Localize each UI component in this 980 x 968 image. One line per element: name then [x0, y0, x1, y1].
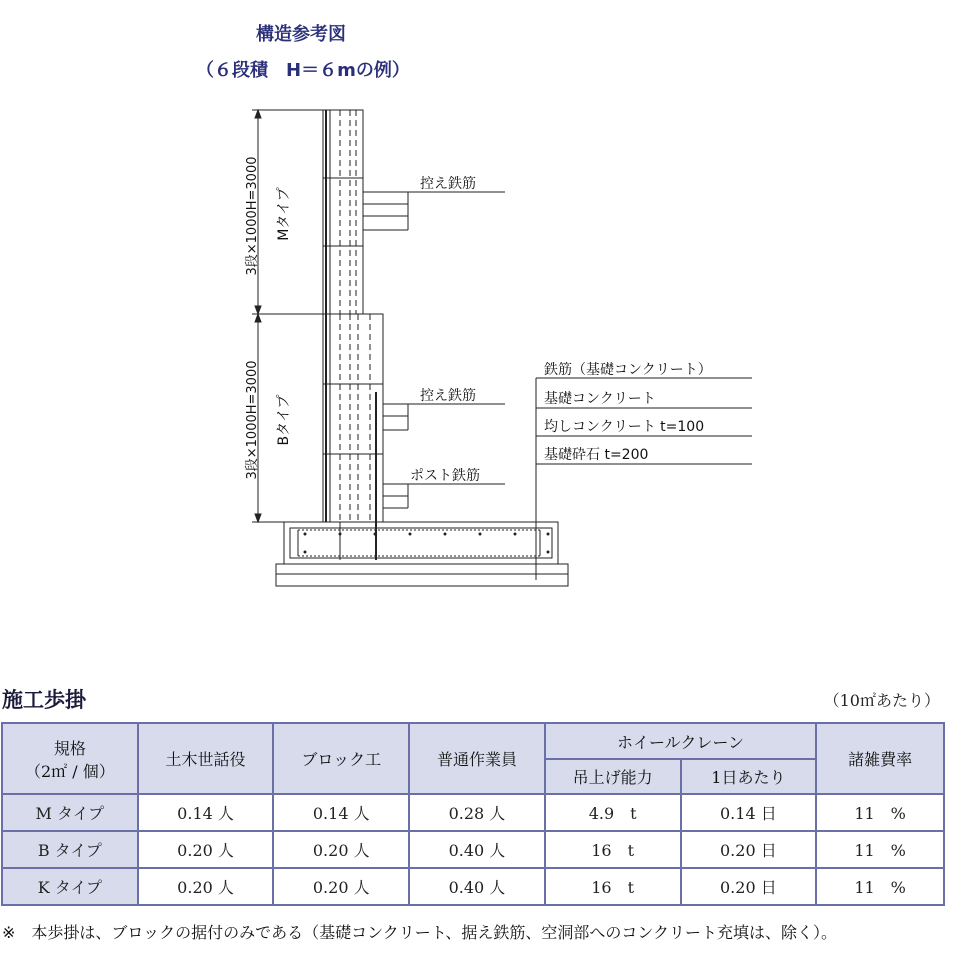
foundation — [276, 522, 568, 586]
labor-table — [1, 722, 945, 906]
cell-worker: 0.28 人 — [409, 794, 545, 831]
header-spec — [2, 723, 138, 794]
cell-per-day: 0.14 日 — [681, 794, 817, 831]
dimension-upper: 3段×1000H=3000 — [245, 156, 260, 276]
dimension-lines — [252, 110, 323, 522]
cell-worker: 0.40 人 — [409, 831, 545, 868]
header-crane: ホイールクレーン — [545, 723, 816, 759]
unit-note: （10㎡あたり） — [823, 691, 940, 710]
label-leveling-concrete: 均しコンクリート t=100 — [544, 419, 705, 435]
row-type: K タイプ — [2, 868, 138, 905]
header-spec-label: 規格 — [53, 738, 86, 758]
header-crane-per-day: 1日あたり — [681, 759, 817, 794]
cell-civil: 0.20 人 — [138, 831, 274, 868]
header-worker: 普通作業員 — [409, 723, 545, 794]
cell-block: 0.20 人 — [273, 868, 409, 905]
foundation-leaders — [536, 378, 752, 580]
cell-misc: 11 % — [816, 831, 944, 868]
row-type: B タイプ — [2, 831, 138, 868]
cell-civil: 0.14 人 — [138, 794, 274, 831]
diagram-title: 構造参考図 — [256, 24, 346, 45]
footnote: ※ 本歩掛は、ブロックの据付のみである（基礎コンクリート、据え鉄筋、空洞部へのコンクリート充填は、除く）。 — [2, 923, 838, 942]
cell-block: 0.14 人 — [273, 794, 409, 831]
header-misc: 諸雑費率 — [816, 723, 944, 794]
post-bars — [383, 484, 505, 508]
section-title: 施工歩掛 — [2, 688, 86, 712]
row-type: M タイプ — [2, 794, 138, 831]
label-crushed-stone: 基礎砕石 t=200 — [544, 447, 649, 463]
label-tie-bar-lower: 控え鉄筋 — [420, 388, 476, 404]
label-post-bar: ポスト鉄筋 — [410, 468, 480, 484]
diagram-subtitle: （６段積 H＝６mの例） — [196, 60, 410, 81]
label-foundation-concrete: 基礎コンクリート — [544, 391, 656, 407]
type-label-m: Mタイプ — [276, 187, 292, 241]
cell-misc: 11 % — [816, 794, 944, 831]
header-spec-sub: （2㎡ / 個） — [24, 761, 115, 781]
cell-civil: 0.20 人 — [138, 868, 274, 905]
cell-worker: 0.40 人 — [409, 868, 545, 905]
table-row — [2, 831, 944, 868]
cell-misc: 11 % — [816, 868, 944, 905]
label-foundation-rebar: 鉄筋（基礎コンクリート） — [544, 362, 712, 378]
cell-capacity: 16 t — [545, 868, 681, 905]
header-civil: 土木世話役 — [138, 723, 274, 794]
type-label-b: Bタイプ — [276, 394, 292, 446]
header-block: ブロック工 — [273, 723, 409, 794]
table-row — [2, 868, 944, 905]
cell-block: 0.20 人 — [273, 831, 409, 868]
cell-capacity: 4.9 t — [545, 794, 681, 831]
cell-per-day: 0.20 日 — [681, 831, 817, 868]
wall-m-type — [323, 110, 363, 522]
header-crane-capacity: 吊上げ能力 — [545, 759, 681, 794]
cell-per-day: 0.20 日 — [681, 868, 817, 905]
table-row — [2, 794, 944, 831]
tie-bars-lower — [383, 404, 505, 430]
label-tie-bar-upper: 控え鉄筋 — [420, 176, 476, 192]
cell-capacity: 16 t — [545, 831, 681, 868]
tie-bars-upper — [363, 192, 505, 230]
wall-b-type — [323, 314, 383, 560]
dimension-lower: 3段×1000H=3000 — [245, 360, 260, 480]
